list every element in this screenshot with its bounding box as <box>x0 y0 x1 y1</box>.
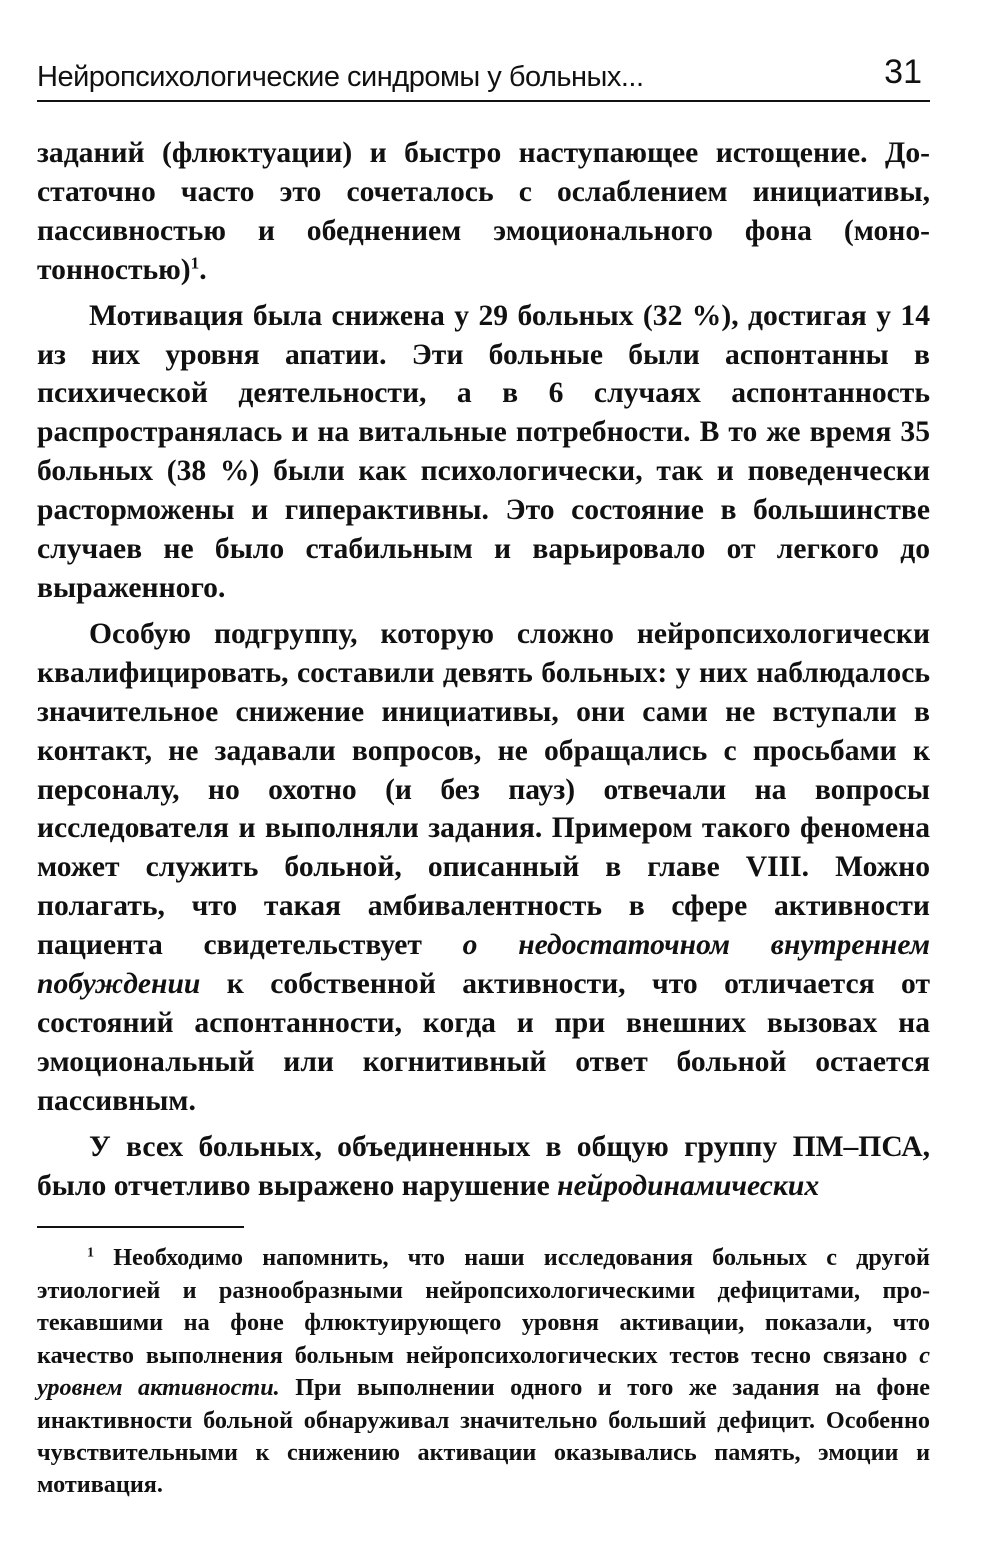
emphasis-text: с уровнем активности. <box>37 1341 930 1402</box>
paragraph-3 <box>37 615 930 1121</box>
text-run: У всех больных, объединенных в общую группу ПМ–ПСА, было отчетливо выражено нарушение <box>37 1130 930 1202</box>
emphasis-text: о недостаточном внутреннем побуждении <box>37 929 930 1001</box>
book-page <box>37 38 930 1502</box>
text-run: заданий (флюктуации) и быстро наступающее истощение. Достаточно часто это сочеталось с ослаблением инициативы, пассивностью и обеднением эмоционального фона (монотонностью) <box>37 137 930 286</box>
footnote-marker: 1 <box>87 1245 95 1262</box>
emphasis-text: нейродинамических <box>557 1169 820 1202</box>
page-number: 31 <box>884 53 922 91</box>
text-run: При выполнении одного и того же задания на фоне инактивности больной обнаруживал значительно больший дефицит. Особенно чувствительными к снижению активации оказывались память, эмоции и мотивация. <box>37 1374 931 1499</box>
running-title: Нейропсихологические синдромы у больных... <box>37 61 644 93</box>
footnote-ref: 1 <box>190 253 200 273</box>
paragraph-2 <box>37 297 930 608</box>
text-run: к собственной активности, что отличается от состояний аспонтанности, когда и при внешних вызовах на эмоциональный или когнитивный ответ больной остается пассивным. <box>37 968 930 1117</box>
footnote-separator <box>37 1226 244 1228</box>
text-run: Мотивация была снижена у 29 больных (32 %), достигая у 14 из них уровня апатии. Эти больные были аспонтанны в психической деятельности, а в 6 случаях аспонтанность распространялась и на витальные потребности. В то же время 35 больных (38 %) были как психологически, так и поведенчески расторможены и гиперактивны. Это состояние в большинстве случаев не было стабильным и варьировало от легкого до выраженного. <box>37 299 930 604</box>
text-run: Необходимо напомнить, что наши исследования больных с другой этиологией и разнообразными нейропсихологическими дефицитами, протекавшими на фоне флюктуирующего уровня активации, показали, что качество выполнения больным нейропсихологических тестов тесно связано <box>37 1244 930 1369</box>
text-run: . <box>199 253 207 286</box>
running-header <box>37 38 930 102</box>
footnotes <box>37 1242 930 1501</box>
body-text <box>37 134 930 1205</box>
footnote-1 <box>37 1242 930 1501</box>
text-run: Особую подгруппу, которую сложно нейропсихологически квалифицировать, составили девять больных: у них наблюдалось значительное снижение инициативы, они сами не вступали в контакт, не задавали вопросов, не обращались с просьбами к персоналу, но охотно (и без пауз) отвечали на вопросы исследователя и выполняли задания. Примером такого феномена может служить больной, описанный в главе VIII. Можно полагать, что такая амбивалентность в сфере активности пациента свидетельствует <box>37 617 930 962</box>
paragraph-4 <box>37 1128 930 1206</box>
paragraph-1 <box>37 134 930 290</box>
